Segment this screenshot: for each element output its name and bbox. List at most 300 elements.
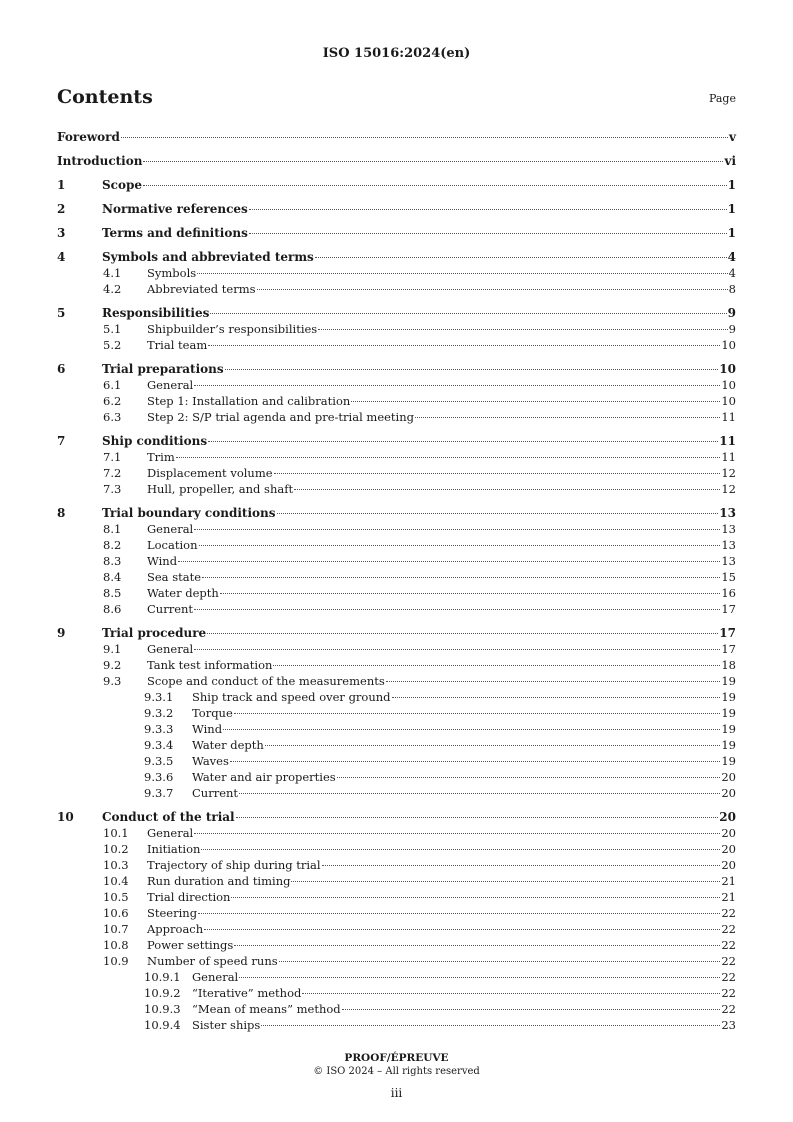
toc-entry[interactable] xyxy=(57,553,736,569)
toc-entry[interactable] xyxy=(57,857,736,873)
toc-entry-page: vi xyxy=(724,154,736,168)
toc-entry[interactable] xyxy=(57,785,736,801)
toc-entry-leader xyxy=(147,601,736,617)
toc-entry-leader xyxy=(147,921,736,937)
dot-leader xyxy=(194,609,720,610)
dot-leader xyxy=(230,761,720,762)
toc-entry-title[interactable]: General xyxy=(192,970,239,984)
toc-entry-title[interactable]: Wind xyxy=(192,722,223,736)
toc-entry-page: 13 xyxy=(721,554,736,568)
dot-leader xyxy=(392,697,721,698)
toc-entry-page: 1 xyxy=(727,226,736,240)
toc-entry-page: 9 xyxy=(728,322,736,336)
toc-entry-title[interactable]: Run duration and timing xyxy=(147,874,291,888)
toc-entry-title[interactable]: Ship conditions xyxy=(102,434,208,448)
toc-entry-page: 8 xyxy=(728,282,736,296)
toc-entry[interactable] xyxy=(57,705,736,721)
dot-leader xyxy=(220,593,721,594)
toc-entry-leader xyxy=(192,721,736,737)
toc-entry-number: 5 xyxy=(57,306,66,320)
toc-entry-title[interactable]: Displacement volume xyxy=(147,466,273,480)
toc-entry-leader xyxy=(147,481,736,497)
toc-entry-page: 4 xyxy=(727,250,736,264)
toc-entry-leader xyxy=(147,265,736,281)
dot-leader xyxy=(208,345,720,346)
toc-entry-number: 6.1 xyxy=(103,378,122,392)
toc-entry-leader xyxy=(147,673,736,689)
document-header: ISO 15016:2024(en) xyxy=(322,46,471,61)
toc-entry-number: 9.2 xyxy=(103,658,122,672)
dot-leader xyxy=(337,777,721,778)
toc-entry-leader xyxy=(102,305,736,321)
toc-entry-title[interactable]: General xyxy=(147,522,194,536)
toc-entry-page: 1 xyxy=(727,178,736,192)
toc-entry-number: 4.1 xyxy=(103,266,122,280)
dot-leader xyxy=(386,681,721,682)
toc-entry-title[interactable]: Normative references xyxy=(102,202,248,216)
page-column-label: Page xyxy=(708,92,736,105)
dot-leader xyxy=(342,1009,721,1010)
toc-entry-number: 7.2 xyxy=(103,466,122,480)
toc-entry-title[interactable]: Trial direction xyxy=(147,890,231,904)
toc-entry-page: 10 xyxy=(721,394,736,408)
dot-leader xyxy=(207,633,718,634)
toc-entry[interactable] xyxy=(57,129,736,145)
toc-entry-title[interactable]: Terms and definitions xyxy=(102,226,248,240)
toc-entry-page: 20 xyxy=(721,786,736,800)
toc-entry-number: 10.4 xyxy=(103,874,129,888)
toc-entry-leader xyxy=(147,585,736,601)
page-title: Contents xyxy=(57,86,153,108)
copyright-notice: © ISO 2024 – All rights reserved xyxy=(313,1066,480,1077)
toc-entry-page: 22 xyxy=(721,970,736,984)
toc-entry-leader xyxy=(102,625,736,641)
toc-entry[interactable] xyxy=(57,737,736,753)
toc-entry-leader xyxy=(147,641,736,657)
toc-entry-page: 22 xyxy=(721,954,736,968)
toc-entry-page: 17 xyxy=(721,602,736,616)
toc-entry-title[interactable]: Water and air properties xyxy=(192,770,336,784)
toc-entry[interactable] xyxy=(57,521,736,537)
toc-entry[interactable] xyxy=(57,641,736,657)
toc-entry-page: 20 xyxy=(721,842,736,856)
toc-entry-page: 13 xyxy=(721,538,736,552)
toc-entry[interactable] xyxy=(57,1001,736,1017)
dot-leader xyxy=(315,257,727,258)
toc-entry-title[interactable]: Trim xyxy=(147,450,175,464)
toc-entry-number: 10.9 xyxy=(103,954,129,968)
toc-entry-number: 5.2 xyxy=(103,338,122,352)
toc-entry[interactable] xyxy=(57,569,736,585)
toc-entry-title[interactable]: Trial preparations xyxy=(102,362,224,376)
toc-entry-page: 23 xyxy=(721,1018,736,1032)
toc-entry-title[interactable]: Abbreviated terms xyxy=(147,282,256,296)
toc-entry-number: 8.5 xyxy=(103,586,122,600)
toc-entry-leader xyxy=(57,129,736,145)
toc-entry-title[interactable]: Introduction xyxy=(57,154,143,168)
toc-entry-number: 5.1 xyxy=(103,322,122,336)
toc-entry-leader xyxy=(102,433,736,449)
toc-entry-page: 19 xyxy=(721,754,736,768)
toc-entry-title[interactable]: Step 1: Installation and calibration xyxy=(147,394,351,408)
table-of-contents xyxy=(57,129,736,1033)
toc-entry[interactable] xyxy=(57,601,736,617)
toc-entry-title[interactable]: Steering xyxy=(147,906,198,920)
dot-leader xyxy=(249,233,727,234)
toc-entry-number: 7 xyxy=(57,434,66,448)
toc-entry[interactable] xyxy=(57,337,736,353)
dot-leader xyxy=(204,929,720,930)
toc-entry[interactable] xyxy=(57,921,736,937)
dot-leader xyxy=(239,977,720,978)
toc-entry[interactable] xyxy=(57,377,736,393)
toc-entry-title[interactable]: Conduct of the trial xyxy=(102,810,235,824)
toc-entry[interactable] xyxy=(57,465,736,481)
toc-entry-page: 19 xyxy=(721,738,736,752)
toc-entry-title[interactable]: Ship track and speed over ground xyxy=(192,690,391,704)
toc-entry-number: 10.3 xyxy=(103,858,129,872)
toc-entry-page: 13 xyxy=(719,506,736,520)
toc-entry-leader xyxy=(147,937,736,953)
toc-entry[interactable] xyxy=(57,249,736,265)
toc-entry-number: 9.3.7 xyxy=(144,786,174,800)
toc-entry-page: 22 xyxy=(721,906,736,920)
toc-entry-leader xyxy=(147,841,736,857)
toc-entry-number: 10.1 xyxy=(103,826,129,840)
toc-entry[interactable] xyxy=(57,985,736,1001)
toc-entry-leader xyxy=(57,153,736,169)
toc-entry-leader xyxy=(102,809,736,825)
toc-entry-title[interactable]: General xyxy=(147,826,194,840)
toc-entry[interactable] xyxy=(57,905,736,921)
toc-entry[interactable] xyxy=(57,753,736,769)
toc-entry[interactable] xyxy=(57,937,736,953)
toc-entry-title[interactable]: Sister ships xyxy=(192,1018,261,1032)
toc-entry-number: 4 xyxy=(57,250,66,264)
toc-entry-title[interactable]: Current xyxy=(192,786,239,800)
toc-entry-leader xyxy=(192,1001,736,1017)
toc-entry-page: 13 xyxy=(721,522,736,536)
toc-entry-page: 19 xyxy=(721,690,736,704)
toc-entry-number: 10.7 xyxy=(103,922,129,936)
toc-entry[interactable] xyxy=(57,673,736,689)
toc-entry[interactable] xyxy=(57,537,736,553)
toc-entry-number: 7.3 xyxy=(103,482,122,496)
toc-entry-title[interactable]: Trial team xyxy=(147,338,208,352)
toc-entry-page: 20 xyxy=(721,858,736,872)
toc-entry[interactable] xyxy=(57,689,736,705)
toc-entry[interactable] xyxy=(57,769,736,785)
toc-entry-title[interactable]: Scope and conduct of the measurements xyxy=(147,674,385,688)
toc-entry-page: 22 xyxy=(721,938,736,952)
toc-entry-title[interactable]: Initiation xyxy=(147,842,201,856)
toc-entry-title[interactable]: Foreword xyxy=(57,130,120,144)
toc-entry-page: 11 xyxy=(719,434,736,448)
toc-entry-page: 10 xyxy=(721,338,736,352)
toc-entry-page: 15 xyxy=(721,570,736,584)
toc-entry-number: 10 xyxy=(57,810,74,824)
toc-entry-page: 10 xyxy=(721,378,736,392)
dot-leader xyxy=(194,833,720,834)
toc-entry-title[interactable]: Tank test information xyxy=(147,658,273,672)
toc-entry-page: 20 xyxy=(721,770,736,784)
toc-entry[interactable] xyxy=(57,361,736,377)
toc-entry-leader xyxy=(147,553,736,569)
dot-leader xyxy=(249,209,727,210)
dot-leader xyxy=(277,513,719,514)
dot-leader xyxy=(236,817,719,818)
toc-entry-leader xyxy=(147,393,736,409)
dot-leader xyxy=(223,729,720,730)
toc-entry-leader xyxy=(147,889,736,905)
toc-entry-number: 9.3 xyxy=(103,674,122,688)
toc-entry[interactable] xyxy=(57,505,736,521)
toc-entry-number: 8 xyxy=(57,506,66,520)
dot-leader xyxy=(239,793,720,794)
toc-entry-title[interactable]: “Mean of means” method xyxy=(192,1002,341,1016)
toc-entry-number: 8.1 xyxy=(103,522,122,536)
toc-entry-title[interactable]: Trajectory of ship during trial xyxy=(147,858,321,872)
dot-leader xyxy=(351,401,720,402)
toc-entry-leader xyxy=(147,321,736,337)
toc-entry-page: 16 xyxy=(721,586,736,600)
toc-entry-page: 4 xyxy=(728,266,736,280)
toc-entry[interactable] xyxy=(57,265,736,281)
toc-entry[interactable] xyxy=(57,825,736,841)
dot-leader xyxy=(415,417,720,418)
toc-entry-title[interactable]: Approach xyxy=(147,922,204,936)
toc-entry-title[interactable]: Responsibilities xyxy=(102,306,210,320)
toc-entry-leader xyxy=(147,825,736,841)
toc-entry-number: 7.1 xyxy=(103,450,122,464)
proof-label: PROOF/ÉPREUVE xyxy=(344,1052,449,1064)
toc-entry-title[interactable]: Power settings xyxy=(147,938,234,952)
dot-leader xyxy=(302,993,720,994)
dot-leader xyxy=(234,945,720,946)
toc-entry[interactable] xyxy=(57,305,736,321)
toc-entry-leader xyxy=(192,737,736,753)
dot-leader xyxy=(202,577,720,578)
dot-leader xyxy=(198,913,720,914)
toc-entry[interactable] xyxy=(57,481,736,497)
dot-leader xyxy=(257,289,728,290)
toc-entry-title[interactable]: “Iterative” method xyxy=(192,986,302,1000)
toc-entry-number: 1 xyxy=(57,178,66,192)
dot-leader xyxy=(199,545,721,546)
toc-entry-page: 11 xyxy=(721,410,736,424)
dot-leader xyxy=(210,313,726,314)
toc-entry[interactable] xyxy=(57,409,736,425)
toc-entry-number: 10.5 xyxy=(103,890,129,904)
toc-entry-page: 22 xyxy=(721,986,736,1000)
toc-entry-number: 9.3.6 xyxy=(144,770,174,784)
toc-entry-title[interactable]: Sea state xyxy=(147,570,202,584)
toc-entry-leader xyxy=(102,249,736,265)
toc-entry-number: 9.1 xyxy=(103,642,122,656)
dot-leader xyxy=(194,649,720,650)
toc-entry-page: 19 xyxy=(721,674,736,688)
toc-entry[interactable] xyxy=(57,177,736,193)
toc-entry-page: 19 xyxy=(721,722,736,736)
toc-entry-leader xyxy=(147,873,736,889)
toc-entry-leader xyxy=(192,785,736,801)
toc-entry-page: 9 xyxy=(727,306,736,320)
toc-entry-number: 9 xyxy=(57,626,66,640)
toc-entry-title[interactable]: Wind xyxy=(147,554,178,568)
toc-entry-page: 1 xyxy=(727,202,736,216)
toc-entry-number: 9.3.3 xyxy=(144,722,174,736)
dot-leader xyxy=(143,185,727,186)
toc-entry[interactable] xyxy=(57,393,736,409)
toc-entry-number: 9.3.4 xyxy=(144,738,174,752)
toc-entry-number: 3 xyxy=(57,226,66,240)
toc-entry-number: 9.3.1 xyxy=(144,690,174,704)
dot-leader xyxy=(194,529,720,530)
toc-entry-leader xyxy=(147,449,736,465)
toc-entry-title[interactable]: Trial boundary conditions xyxy=(102,506,276,520)
toc-entry-number: 10.8 xyxy=(103,938,129,952)
toc-entry-title[interactable]: Water depth xyxy=(147,586,219,600)
toc-entry-title[interactable]: Trial procedure xyxy=(102,626,207,640)
toc-entry-title[interactable]: Torque xyxy=(192,706,233,720)
toc-entry-title[interactable]: Symbols xyxy=(147,266,197,280)
toc-entry-title[interactable]: Symbols and abbreviated terms xyxy=(102,250,314,264)
toc-entry-page: 12 xyxy=(721,466,736,480)
toc-entry-leader xyxy=(147,377,736,393)
toc-entry-title[interactable]: Step 2: S/P trial agenda and pre-trial meeting xyxy=(147,410,415,424)
toc-entry-leader xyxy=(147,521,736,537)
toc-entry[interactable] xyxy=(57,721,736,737)
dot-leader xyxy=(143,161,723,162)
toc-entry-title[interactable]: Waves xyxy=(192,754,229,768)
dot-leader xyxy=(201,849,720,850)
toc-entry[interactable] xyxy=(57,953,736,969)
toc-entry[interactable] xyxy=(57,153,736,169)
toc-entry-page: 11 xyxy=(721,450,736,464)
toc-entry-page: 20 xyxy=(721,826,736,840)
toc-entry-number: 8.3 xyxy=(103,554,122,568)
dot-leader xyxy=(273,665,720,666)
toc-entry-leader xyxy=(147,465,736,481)
toc-entry-number: 8.6 xyxy=(103,602,122,616)
dot-leader xyxy=(225,369,719,370)
dot-leader xyxy=(279,961,721,962)
toc-entry-page: 22 xyxy=(721,922,736,936)
toc-entry-leader xyxy=(102,201,736,217)
toc-entry-page: 21 xyxy=(721,890,736,904)
dot-leader xyxy=(178,561,720,562)
toc-entry-leader xyxy=(147,953,736,969)
toc-entry-number: 10.9.3 xyxy=(144,1002,181,1016)
toc-entry[interactable] xyxy=(57,625,736,641)
toc-entry-number: 10.9.2 xyxy=(144,986,181,1000)
toc-entry-leader xyxy=(102,361,736,377)
toc-entry[interactable] xyxy=(57,657,736,673)
toc-entry-page: 12 xyxy=(721,482,736,496)
dot-leader xyxy=(294,489,720,490)
toc-entry-title[interactable]: Scope xyxy=(102,178,143,192)
toc-entry-page: 17 xyxy=(719,626,736,640)
toc-entry-leader xyxy=(192,753,736,769)
toc-entry-leader xyxy=(192,1017,736,1033)
toc-entry-leader xyxy=(102,225,736,241)
toc-entry-leader xyxy=(147,657,736,673)
toc-entry-page: 22 xyxy=(721,1002,736,1016)
dot-leader xyxy=(176,457,721,458)
toc-entry[interactable] xyxy=(57,449,736,465)
toc-entry[interactable] xyxy=(57,281,736,297)
toc-entry-number: 10.9.1 xyxy=(144,970,181,984)
dot-leader xyxy=(318,329,727,330)
dot-leader xyxy=(265,745,721,746)
toc-entry-number: 6 xyxy=(57,362,66,376)
dot-leader xyxy=(274,473,721,474)
toc-entry-title[interactable]: General xyxy=(147,642,194,656)
toc-entry[interactable] xyxy=(57,841,736,857)
toc-entry-leader xyxy=(147,857,736,873)
toc-entry-leader xyxy=(147,281,736,297)
dot-leader xyxy=(231,897,720,898)
toc-entry[interactable] xyxy=(57,1017,736,1033)
toc-entry-title[interactable]: Current xyxy=(147,602,194,616)
toc-entry-leader xyxy=(147,337,736,353)
toc-entry-page: 20 xyxy=(719,810,736,824)
toc-entry-page: 10 xyxy=(719,362,736,376)
toc-entry-page: 17 xyxy=(721,642,736,656)
toc-entry[interactable] xyxy=(57,201,736,217)
dot-leader xyxy=(261,1025,720,1026)
toc-entry-title[interactable]: Shipbuilder’s responsibilities xyxy=(147,322,318,336)
toc-entry-title[interactable]: General xyxy=(147,378,194,392)
toc-entry-leader xyxy=(102,505,736,521)
toc-entry-leader xyxy=(147,569,736,585)
toc-entry[interactable] xyxy=(57,585,736,601)
toc-entry-title[interactable]: Hull, propeller, and shaft xyxy=(147,482,294,496)
dot-leader xyxy=(234,713,721,714)
toc-entry[interactable] xyxy=(57,225,736,241)
toc-entry-number: 8.4 xyxy=(103,570,122,584)
dot-leader xyxy=(194,385,720,386)
toc-entry-number: 9.3.5 xyxy=(144,754,174,768)
toc-entry[interactable] xyxy=(57,809,736,825)
toc-entry[interactable] xyxy=(57,889,736,905)
toc-entry-page: 21 xyxy=(721,874,736,888)
toc-entry-leader xyxy=(192,705,736,721)
toc-entry-number: 8.2 xyxy=(103,538,122,552)
toc-entry-number: 10.6 xyxy=(103,906,129,920)
page-number: iii xyxy=(390,1086,403,1100)
toc-entry-title[interactable]: Location xyxy=(147,538,198,552)
toc-entry-leader xyxy=(192,689,736,705)
toc-entry[interactable] xyxy=(57,873,736,889)
toc-entry-page: 19 xyxy=(721,706,736,720)
toc-entry-number: 10.9.4 xyxy=(144,1018,181,1032)
toc-entry-page: v xyxy=(729,130,736,144)
toc-entry-number: 9.3.2 xyxy=(144,706,174,720)
dot-leader xyxy=(121,137,728,138)
toc-entry-title[interactable]: Number of speed runs xyxy=(147,954,278,968)
toc-entry-number: 2 xyxy=(57,202,66,216)
dot-leader xyxy=(291,881,720,882)
toc-entry[interactable] xyxy=(57,433,736,449)
toc-entry-number: 4.2 xyxy=(103,282,122,296)
toc-entry-number: 10.2 xyxy=(103,842,129,856)
toc-entry-number: 6.3 xyxy=(103,410,122,424)
toc-entry-leader xyxy=(192,769,736,785)
toc-entry-title[interactable]: Water depth xyxy=(192,738,264,752)
toc-entry[interactable] xyxy=(57,969,736,985)
toc-entry[interactable] xyxy=(57,321,736,337)
